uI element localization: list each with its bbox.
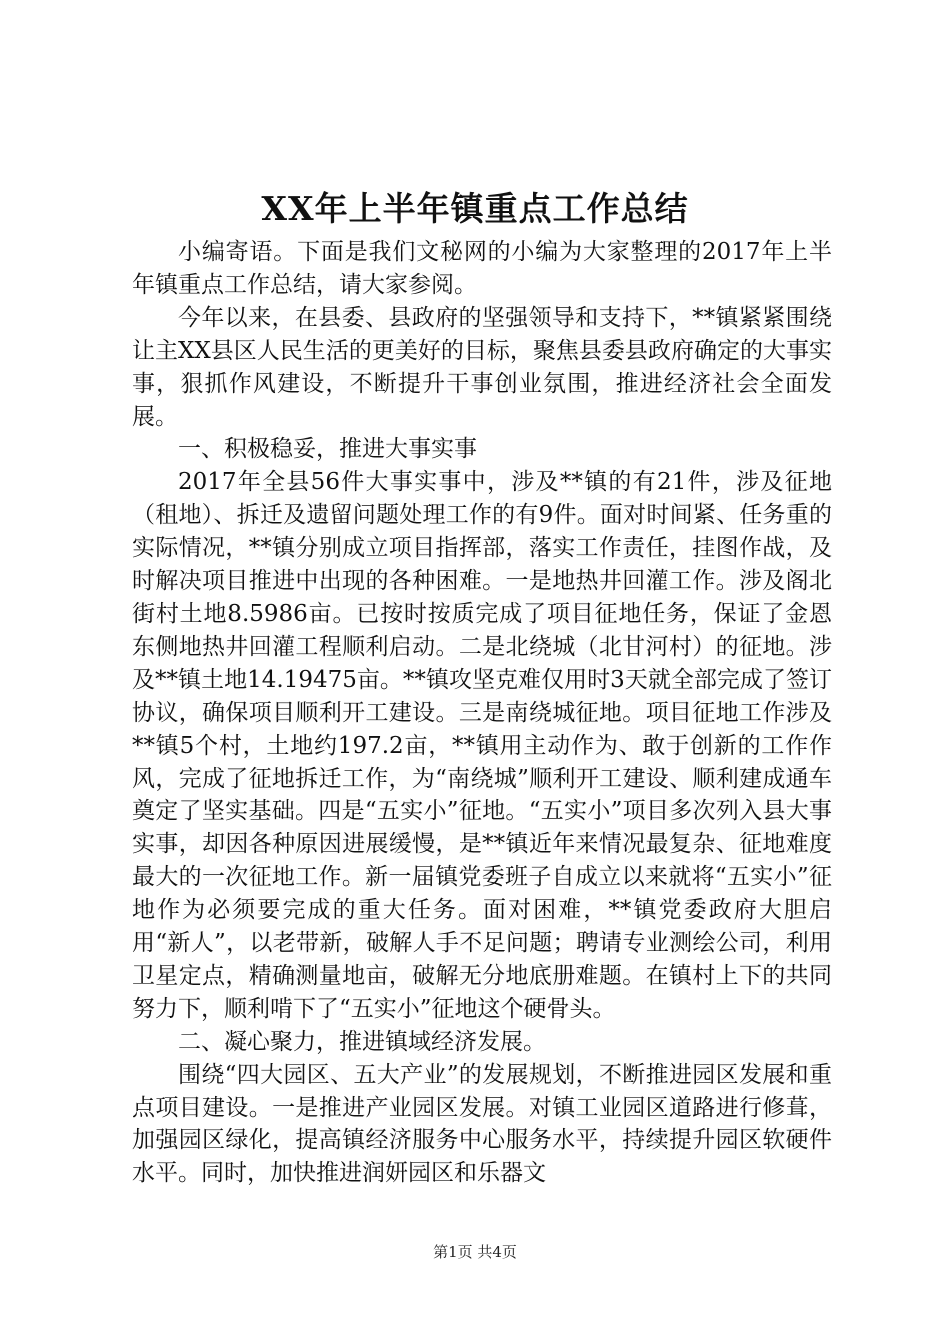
paragraph-intro: 小编寄语。下面是我们文秘网的小编为大家整理的2017年上半年镇重点工作总结，请大家参阅。 (132, 239, 832, 298)
paragraph-section-2: 围绕“四大园区、五大产业”的发展规划，不断推进园区发展和重点项目建设。一是推进产业园区发展。对镇工业园区道路进行修葺，加强园区绿化，提高镇经济服务中心服务水平，持续提升园区软硬件水平。同时，加快推进润妍园区和乐器文 (132, 1061, 832, 1187)
section-heading-2: 二、凝心聚力，推进镇域经济发展。 (178, 1028, 546, 1055)
page-footer: 第1页 共4页 (433, 1243, 517, 1261)
document-title: XX年上半年镇重点工作总结 (261, 189, 689, 228)
document-body (132, 236, 832, 1190)
paragraph-section-1: 2017年全县56件大事实事中，涉及**镇的有21件，涉及征地（租地）、拆迁及遗留问题处理工作的有9件。面对时间紧、任务重的实际情况，**镇分别成立项目指挥部，落实工作责任，挂图作战，及时解决项目推进中出现的各种困难。一是地热井回灌工作。涉及阁北街村土地8.5986亩。已按时按质完成了项目征地任务，保证了金恩东侧地热井回灌工程顺利启动。二是北绕城（北甘河村）的征地。涉及**镇土地14.19475亩。**镇攻坚克难仅用时3天就全部完成了签订协议，确保项目顺利开工建设。三是南绕城征地。项目征地工作涉及**镇5个村，土地约197.2亩，**镇用主动作为、敢于创新的工作作风，完成了征地拆迁工作，为“南绕城”顺利开工建设、顺利建成通车奠定了坚实基础。四是“五实小”征地。“五实小”项目多次列入县大事实事，却因各种原因进展缓慢，是**镇近年来情况最复杂、征地难度最大的一次征地工作。新一届镇党委班子自成立以来就将“五实小”征地作为必须要完成的重大任务。面对困难，**镇党委政府大胆启用“新人”，以老带新，破解人手不足问题；聘请专业测绘公司，利用卫星定点，精确测量地亩，破解无分地底册难题。在镇村上下的共同努力下，顺利啃下了“五实小”征地这个硬骨头。 (132, 469, 832, 1022)
paragraph-overview: 今年以来，在县委、县政府的坚强领导和支持下，**镇紧紧围绕让主XX县区人民生活的更美好的目标，聚焦县委县政府确定的大事实事，狠抓作风建设，不断提升干事创业氛围，推进经济社会全面发展。 (132, 304, 832, 430)
section-heading-1: 一、积极稳妥，推进大事实事 (178, 436, 477, 463)
